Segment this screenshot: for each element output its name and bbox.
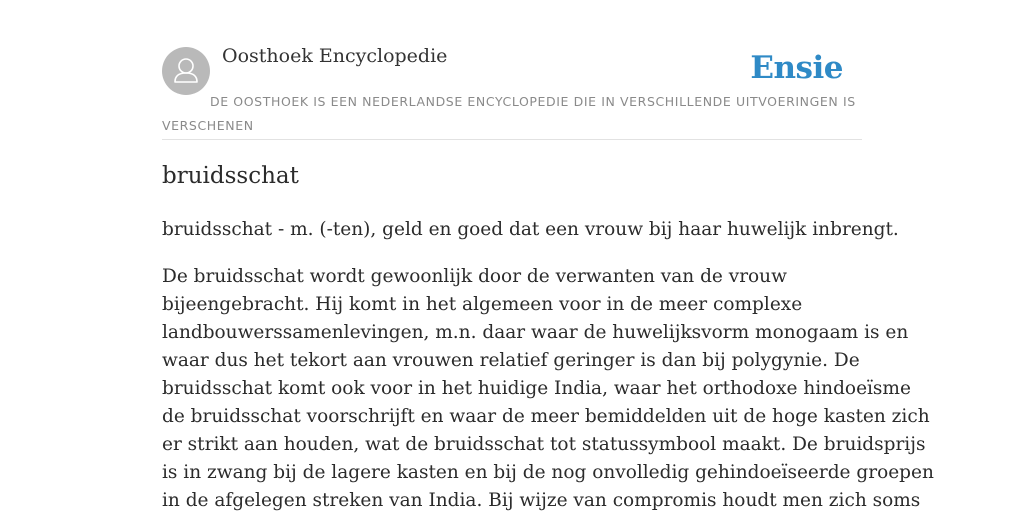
body-line: is in zwang bij de lagere kasten en bij de nog onvolledig gehindoeïseerde groepen <box>162 462 934 483</box>
user-avatar-icon[interactable] <box>162 47 210 95</box>
body-line: bruidsschat komt ook voor in het huidige India, waar het orthodoxe hindoeïsme <box>162 378 911 399</box>
article-title: bruidsschat <box>162 163 299 189</box>
body-line: de bruidsschat voorschrijft en waar de meer bemiddelden uit de hoge kasten zich <box>162 406 930 427</box>
article-definition: bruidsschat - m. (-ten), geld en goed dat een vrouw bij haar huwelijk inbrengt. <box>162 219 899 240</box>
brand-logo[interactable]: Ensie <box>750 50 843 86</box>
page-container <box>162 0 934 512</box>
body-line: er strikt aan houden, wat de bruidsschat tot statussymbool maakt. De bruidsprijs <box>162 434 926 455</box>
body-line: De bruidsschat wordt gewoonlijk door de verwanten van de vrouw <box>162 266 787 287</box>
body-line: in de afgelegen streken van India. Bij wijze van compromis houdt men zich soms <box>162 490 921 511</box>
site-header <box>162 0 862 140</box>
site-title-link[interactable]: Oosthoek Encyclopedie <box>222 45 448 67</box>
site-tagline: DE OOSTHOEK IS EEN NEDERLANDSE ENCYCLOPEDIE DIE IN VERSCHILLENDE UITVOERINGEN IS VERSCHENEN <box>162 94 856 133</box>
avatar-person-icon <box>162 47 210 95</box>
body-line: waar dus het tekort aan vrouwen relatief geringer is dan bij polygynie. De <box>162 350 860 371</box>
body-line: landbouwerssamenlevingen, m.n. daar waar de huwelijksvorm monogaam is en <box>162 322 909 343</box>
body-line: bijeengebracht. Hij komt in het algemeen voor in de meer complexe <box>162 294 803 315</box>
article-body <box>162 263 934 512</box>
